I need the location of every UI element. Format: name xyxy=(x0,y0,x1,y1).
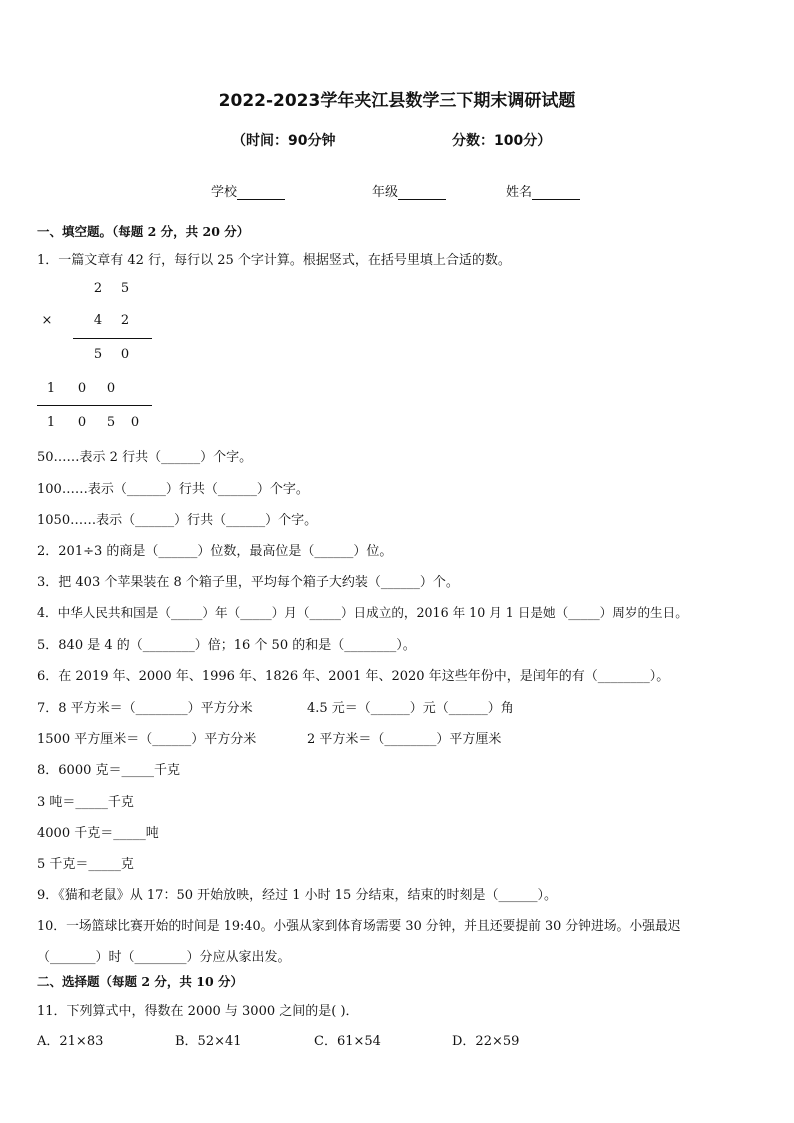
question-7d[interactable]: 2 平方米＝（________）平方厘米 xyxy=(307,732,502,747)
divider-line xyxy=(73,338,152,339)
question-7a[interactable]: 7．8 平方米＝（________）平方分米 xyxy=(37,701,253,716)
digit: 1 xyxy=(46,381,56,396)
question-5[interactable]: 5．840 是 4 的（________）倍；16 个 50 的和是（________）。 xyxy=(37,638,416,653)
school-label: 学校 xyxy=(211,185,238,200)
name-label: 姓名 xyxy=(506,185,533,200)
exam-score: 分数：100分） xyxy=(452,133,552,149)
grade-blank[interactable] xyxy=(398,187,446,200)
question-1b[interactable]: 100……表示（______）行共（______）个字。 xyxy=(37,482,309,497)
question-8b[interactable]: 3 吨＝_____千克 xyxy=(37,795,134,810)
option-a[interactable]: A．21×83 xyxy=(37,1034,104,1049)
question-4[interactable]: 4．中华人民共和国是（_____）年（_____）月（_____）日成立的，2016 年 10 月 1 日是她（_____）周岁的生日。 xyxy=(37,605,688,620)
question-9[interactable]: 9．《猫和老鼠》从 17：50 开始放映，经过 1 小时 15 分结束，结束的时刻是（______）。 xyxy=(37,888,557,903)
digit: 0 xyxy=(120,347,130,362)
question-1: 1．一篇文章有 42 行，每行以 25 个字计算。根据竖式，在括号里填上合适的数。 xyxy=(37,253,511,268)
question-10-line1: 10．一场篮球比赛开始的时间是 19:40。小强从家到体育场需要 30 分钟，并且还要提前 30 分钟进场。小强最迟 xyxy=(37,919,681,934)
question-11: 11．下列算式中，得数在 2000 与 3000 之间的是( )． xyxy=(37,1004,359,1019)
grade-label: 年级 xyxy=(372,185,399,200)
digit: 0 xyxy=(106,381,116,396)
question-8c[interactable]: 4000 千克＝_____吨 xyxy=(37,826,159,841)
digit: 2 xyxy=(120,313,130,328)
question-2[interactable]: 2．201÷3 的商是（______）位数，最高位是（______）位。 xyxy=(37,544,393,559)
question-1c[interactable]: 1050……表示（______）行共（______）个字。 xyxy=(37,513,318,528)
school-field[interactable] xyxy=(211,181,285,200)
option-c[interactable]: C．61×54 xyxy=(314,1034,381,1049)
digit: 1 xyxy=(46,415,56,430)
question-7c[interactable]: 1500 平方厘米＝（______）平方分米 xyxy=(37,732,257,747)
divider-line xyxy=(37,405,152,406)
option-b[interactable]: B．52×41 xyxy=(175,1034,242,1049)
option-d[interactable]: D．22×59 xyxy=(452,1034,520,1049)
digit: 5 xyxy=(106,415,116,430)
digit: 4 xyxy=(93,313,103,328)
grade-field[interactable] xyxy=(372,181,446,200)
digit: 2 xyxy=(93,281,103,296)
digit: 0 xyxy=(130,415,140,430)
digit: 0 xyxy=(77,381,87,396)
question-3[interactable]: 3．把 403 个苹果装在 8 个箱子里，平均每个箱子大约装（______）个。 xyxy=(37,575,459,590)
question-1a[interactable]: 50……表示 2 行共（______）个字。 xyxy=(37,450,253,465)
multiply-sign: × xyxy=(41,313,53,328)
name-blank[interactable] xyxy=(532,187,580,200)
question-10-line2[interactable]: （_______）时（________）分应从家出发。 xyxy=(37,950,291,965)
section1-heading: 一、填空题。（每题 2 分，共 20 分） xyxy=(37,224,250,239)
section2-heading: 二、选择题（每题 2 分，共 10 分） xyxy=(37,974,244,989)
question-8a[interactable]: 8．6000 克＝_____千克 xyxy=(37,763,180,778)
question-6[interactable]: 6．在 2019 年、2000 年、1996 年、1826 年、2001 年、2020 年这些年份中，是闰年的有（________）。 xyxy=(37,669,670,684)
digit: 5 xyxy=(93,347,103,362)
exam-time: （时间：90分钟 xyxy=(232,133,336,149)
page-title: 2022-2023学年夹江县数学三下期末调研试题 xyxy=(218,91,576,111)
question-7b[interactable]: 4.5 元＝（______）元（______）角 xyxy=(307,701,514,716)
digit: 0 xyxy=(77,415,87,430)
question-8d[interactable]: 5 千克＝_____克 xyxy=(37,857,134,872)
school-blank[interactable] xyxy=(237,187,285,200)
name-field[interactable] xyxy=(506,181,580,200)
digit: 5 xyxy=(120,281,130,296)
